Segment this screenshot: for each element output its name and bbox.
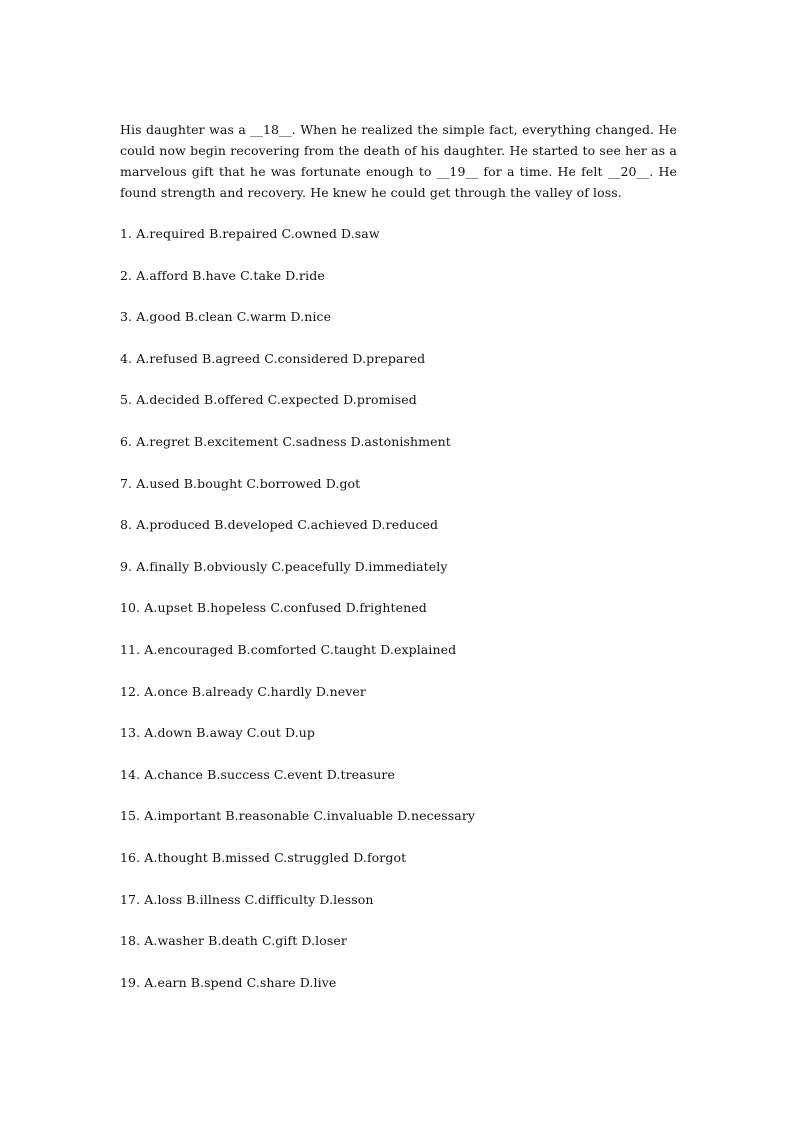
question-16: 16. A.thought B.missed C.struggled D.forgot <box>120 849 407 865</box>
question-9: 9. A.finally B.obviously C.peacefully D.immediately <box>120 558 448 574</box>
question-12: 12. A.once B.already C.hardly D.never <box>120 683 367 699</box>
question-6: 6. A.regret B.excitement C.sadness D.astonishment <box>120 433 451 449</box>
passage-paragraph: His daughter was a __18__. When he realized the simple fact, everything changed. He could now begin recovering from the death of his daughter. He started to see her as a marvelous gift that he was fortunate enough to __19__ for a time. He felt __20__. He found strength and recovery. He knew he could get through the valley of loss. <box>120 122 677 200</box>
question-15: 15. A.important B.reasonable C.invaluable D.necessary <box>120 808 476 824</box>
question-3: 3. A.good B.clean C.warm D.nice <box>120 309 332 325</box>
question-18: 18. A.washer B.death C.gift D.loser <box>120 933 347 949</box>
question-list <box>120 223 677 1013</box>
question-2: 2. A.afford B.have C.take D.ride <box>120 267 325 283</box>
question-17: 17. A.loss B.illness C.difficulty D.lesson <box>120 891 374 907</box>
question-4: 4. A.refused B.agreed C.considered D.prepared <box>120 350 426 366</box>
question-10: 10. A.upset B.hopeless C.confused D.frightened <box>120 600 427 616</box>
question-19: 19. A.earn B.spend C.share D.live <box>120 974 337 990</box>
question-13: 13. A.down B.away C.out D.up <box>120 725 315 741</box>
question-7: 7. A.used B.bought C.borrowed D.got <box>120 475 361 491</box>
question-5: 5. A.decided B.offered C.expected D.promised <box>120 392 417 408</box>
question-1: 1. A.required B.repaired C.owned D.saw <box>120 226 380 241</box>
question-14: 14. A.chance B.success C.event D.treasure <box>120 766 395 782</box>
document-page <box>120 119 677 1029</box>
question-8: 8. A.produced B.developed C.achieved D.reduced <box>120 517 439 533</box>
question-11: 11. A.encouraged B.comforted C.taught D.explained <box>120 641 457 657</box>
